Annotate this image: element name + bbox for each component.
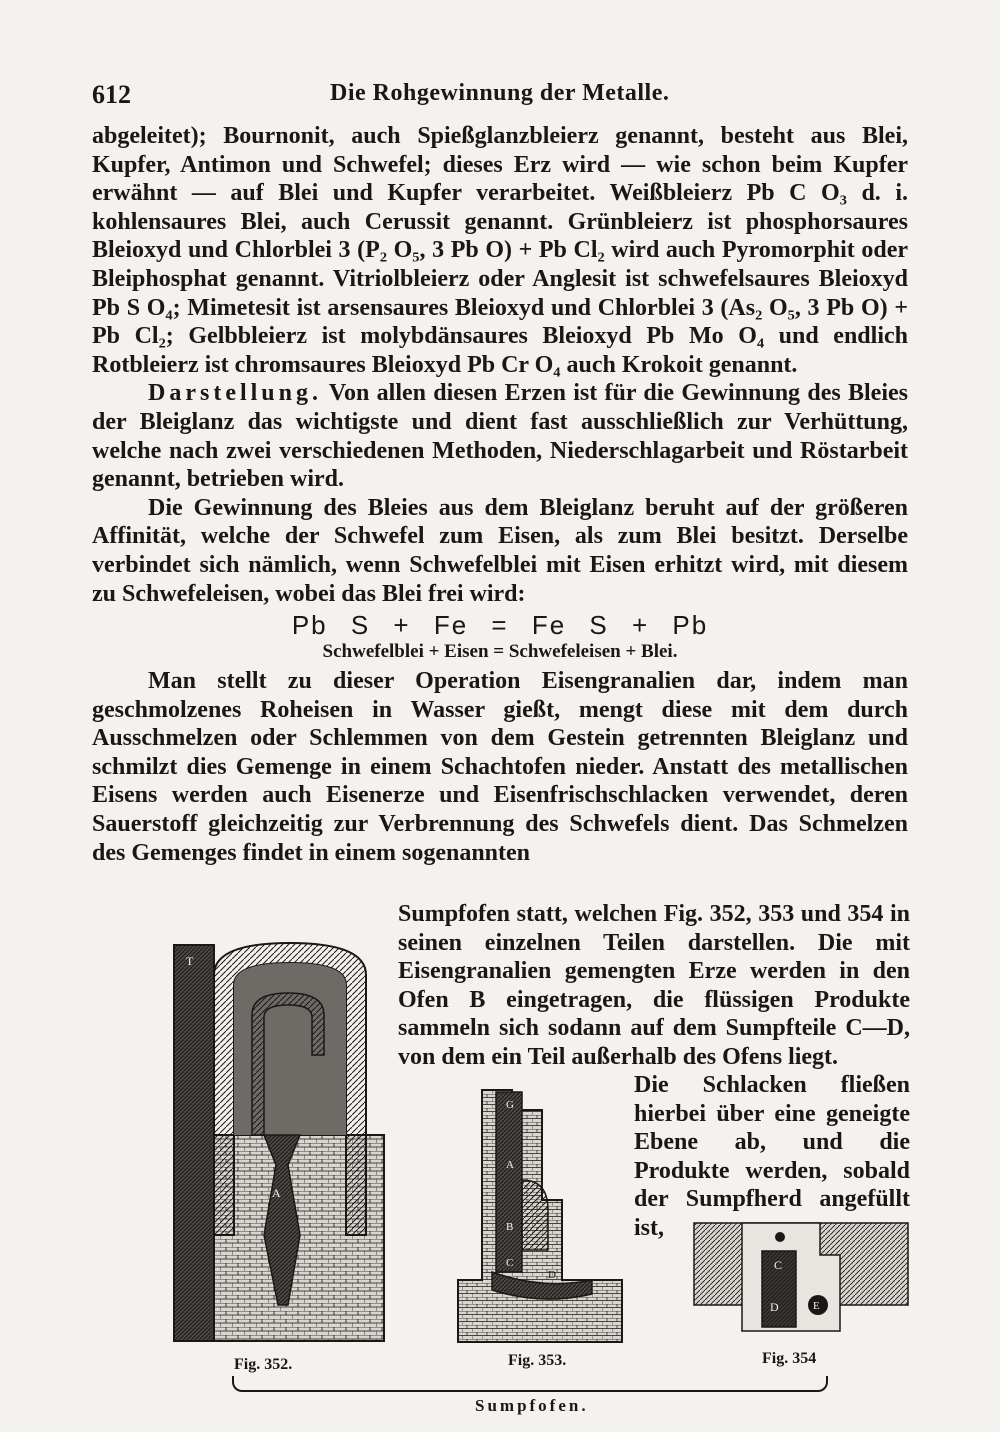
paragraph-operation: Man stellt zu dieser Operation Eisengranalien dar, indem man geschmolzenes Roheisen in Wasser gießt, mengt diese mit dem durch Ausschmelzen oder Schlemmen von dem Gestein getrennten Bleiglanz und schmilzt dies Gemenge in einem Schachtofen nieder. Anstatt des metallischen Eisens werden auch Eisenerze und Eisenfrischschlacken verwendet, deren Sauerstoff gleichzeitig zur Verbrennung des Schwefels dient. Das Schmelzen des Gemenges findet in einem sogenannten <box>92 668 908 866</box>
fig354-label-c: C <box>774 1258 783 1272</box>
figure-353-furnace-section <box>452 1080 632 1348</box>
fig353-label-b: B <box>506 1221 514 1233</box>
fig352-label-a: A <box>272 1186 281 1200</box>
figure-352-furnace-section <box>160 935 396 1347</box>
page-number: 612 <box>92 80 131 109</box>
fig353-label-c: C <box>506 1257 514 1269</box>
figure-group-bracket <box>232 1376 828 1392</box>
paragraph-minerals: abgeleitet); Bournonit, auch Spießglanzbleierz genannt, besteht aus Blei, Kupfer, Antimon und Schwefel; dieses Erz wird — wie schon beim Kupfer erwähnt — auf Blei und Kupfer verarbeitet. Weißbleierz Pb C O₃ d. i. kohlensaures Blei, auch Cerussit genannt. Grünbleierz ist phosphorsaures Bleioxyd und Chlorblei 3 (P₂ O₅, 3 Pb O) + Pb Cl₂ wird auch Pyromorphit oder Bleiphosphat genannt. Vitriolbleierz oder Anglesit ist schwefelsaures Bleioxyd Pb S O₄; Mimetesit ist arsensaures Bleioxyd und Chlorblei 3 (As₂ O₅, 3 Pb O) + Pb Cl₂; Gelbbleierz ist molybdänsaures Bleioxyd Pb Mo O₄ und endlich Rotbleierz ist chromsaures Bleioxyd Pb Cr O₄ auch Krokoit genannt. <box>92 123 908 378</box>
running-title: Die Rohgewinnung der Metalle. <box>330 80 670 106</box>
fig353-label-g: G <box>506 1099 514 1111</box>
figure-group-caption: Sumpfofen. <box>475 1396 589 1415</box>
darstellung-heading: Darstellung. <box>148 380 322 407</box>
wrap-paragraph-1: Sumpfofen statt, welchen Fig. 352, 353 und 354 in seinen einzelnen Teilen darstellen. Die mit Eisengranalien gemengten Erze werden in den Ofen B eingetragen, die flüssigen Produkte sammeln sich sodann auf dem Sumpfteile C—D, von dem ein Teil außerhalb des Ofens liegt. <box>398 901 910 1070</box>
equation-caption: Schwefelblei + Eisen = Schwefeleisen + Blei. <box>322 641 678 663</box>
fig354-label-e: E <box>813 1300 820 1312</box>
caption-fig353: Fig. 353. <box>508 1352 567 1369</box>
fig354-label-d: D <box>770 1300 779 1314</box>
caption-fig352: Fig. 352. <box>234 1356 293 1373</box>
darstellung-text: Von allen diesen Erzen ist für die Gewinnung des Bleies der Bleiglanz das wichtigste und dient fast ausschließlich zur Verhüttung, welche nach zwei verschiedenen Methoden, Niederschlagarbeit und Röstarbeit genannt, betrieben wird. <box>92 380 908 493</box>
fig353-label-a: A <box>506 1159 514 1171</box>
chemical-equation: Pb S + Fe = Fe S + Pb <box>291 610 709 641</box>
wrap-text-upper <box>398 900 910 1072</box>
wrap-paragraph-2: Die Schlacken fließen hierbei über eine geneigte Ebene ab, und die Produkte werden, sobald der Sumpfherd angefüllt ist, <box>634 1072 910 1241</box>
fig352-label-t: T <box>186 954 194 968</box>
fig353-label-d: D <box>548 1269 556 1281</box>
paragraph-darstellung <box>92 379 908 493</box>
figure-354-plan-view <box>690 1215 912 1345</box>
paragraph-gewinnung: Die Gewinnung des Bleies aus dem Bleiglanz beruht auf der größeren Affinität, welche der Schwefel zum Eisen, als zum Blei besitzt. Derselbe verbindet sich nämlich, wenn Schwefelblei mit Eisen erhitzt wird, mit diesem zu Schwefeleisen, wobei das Blei frei wird: <box>92 494 908 607</box>
main-text <box>92 122 908 867</box>
caption-fig354: Fig. 354 <box>762 1350 817 1367</box>
